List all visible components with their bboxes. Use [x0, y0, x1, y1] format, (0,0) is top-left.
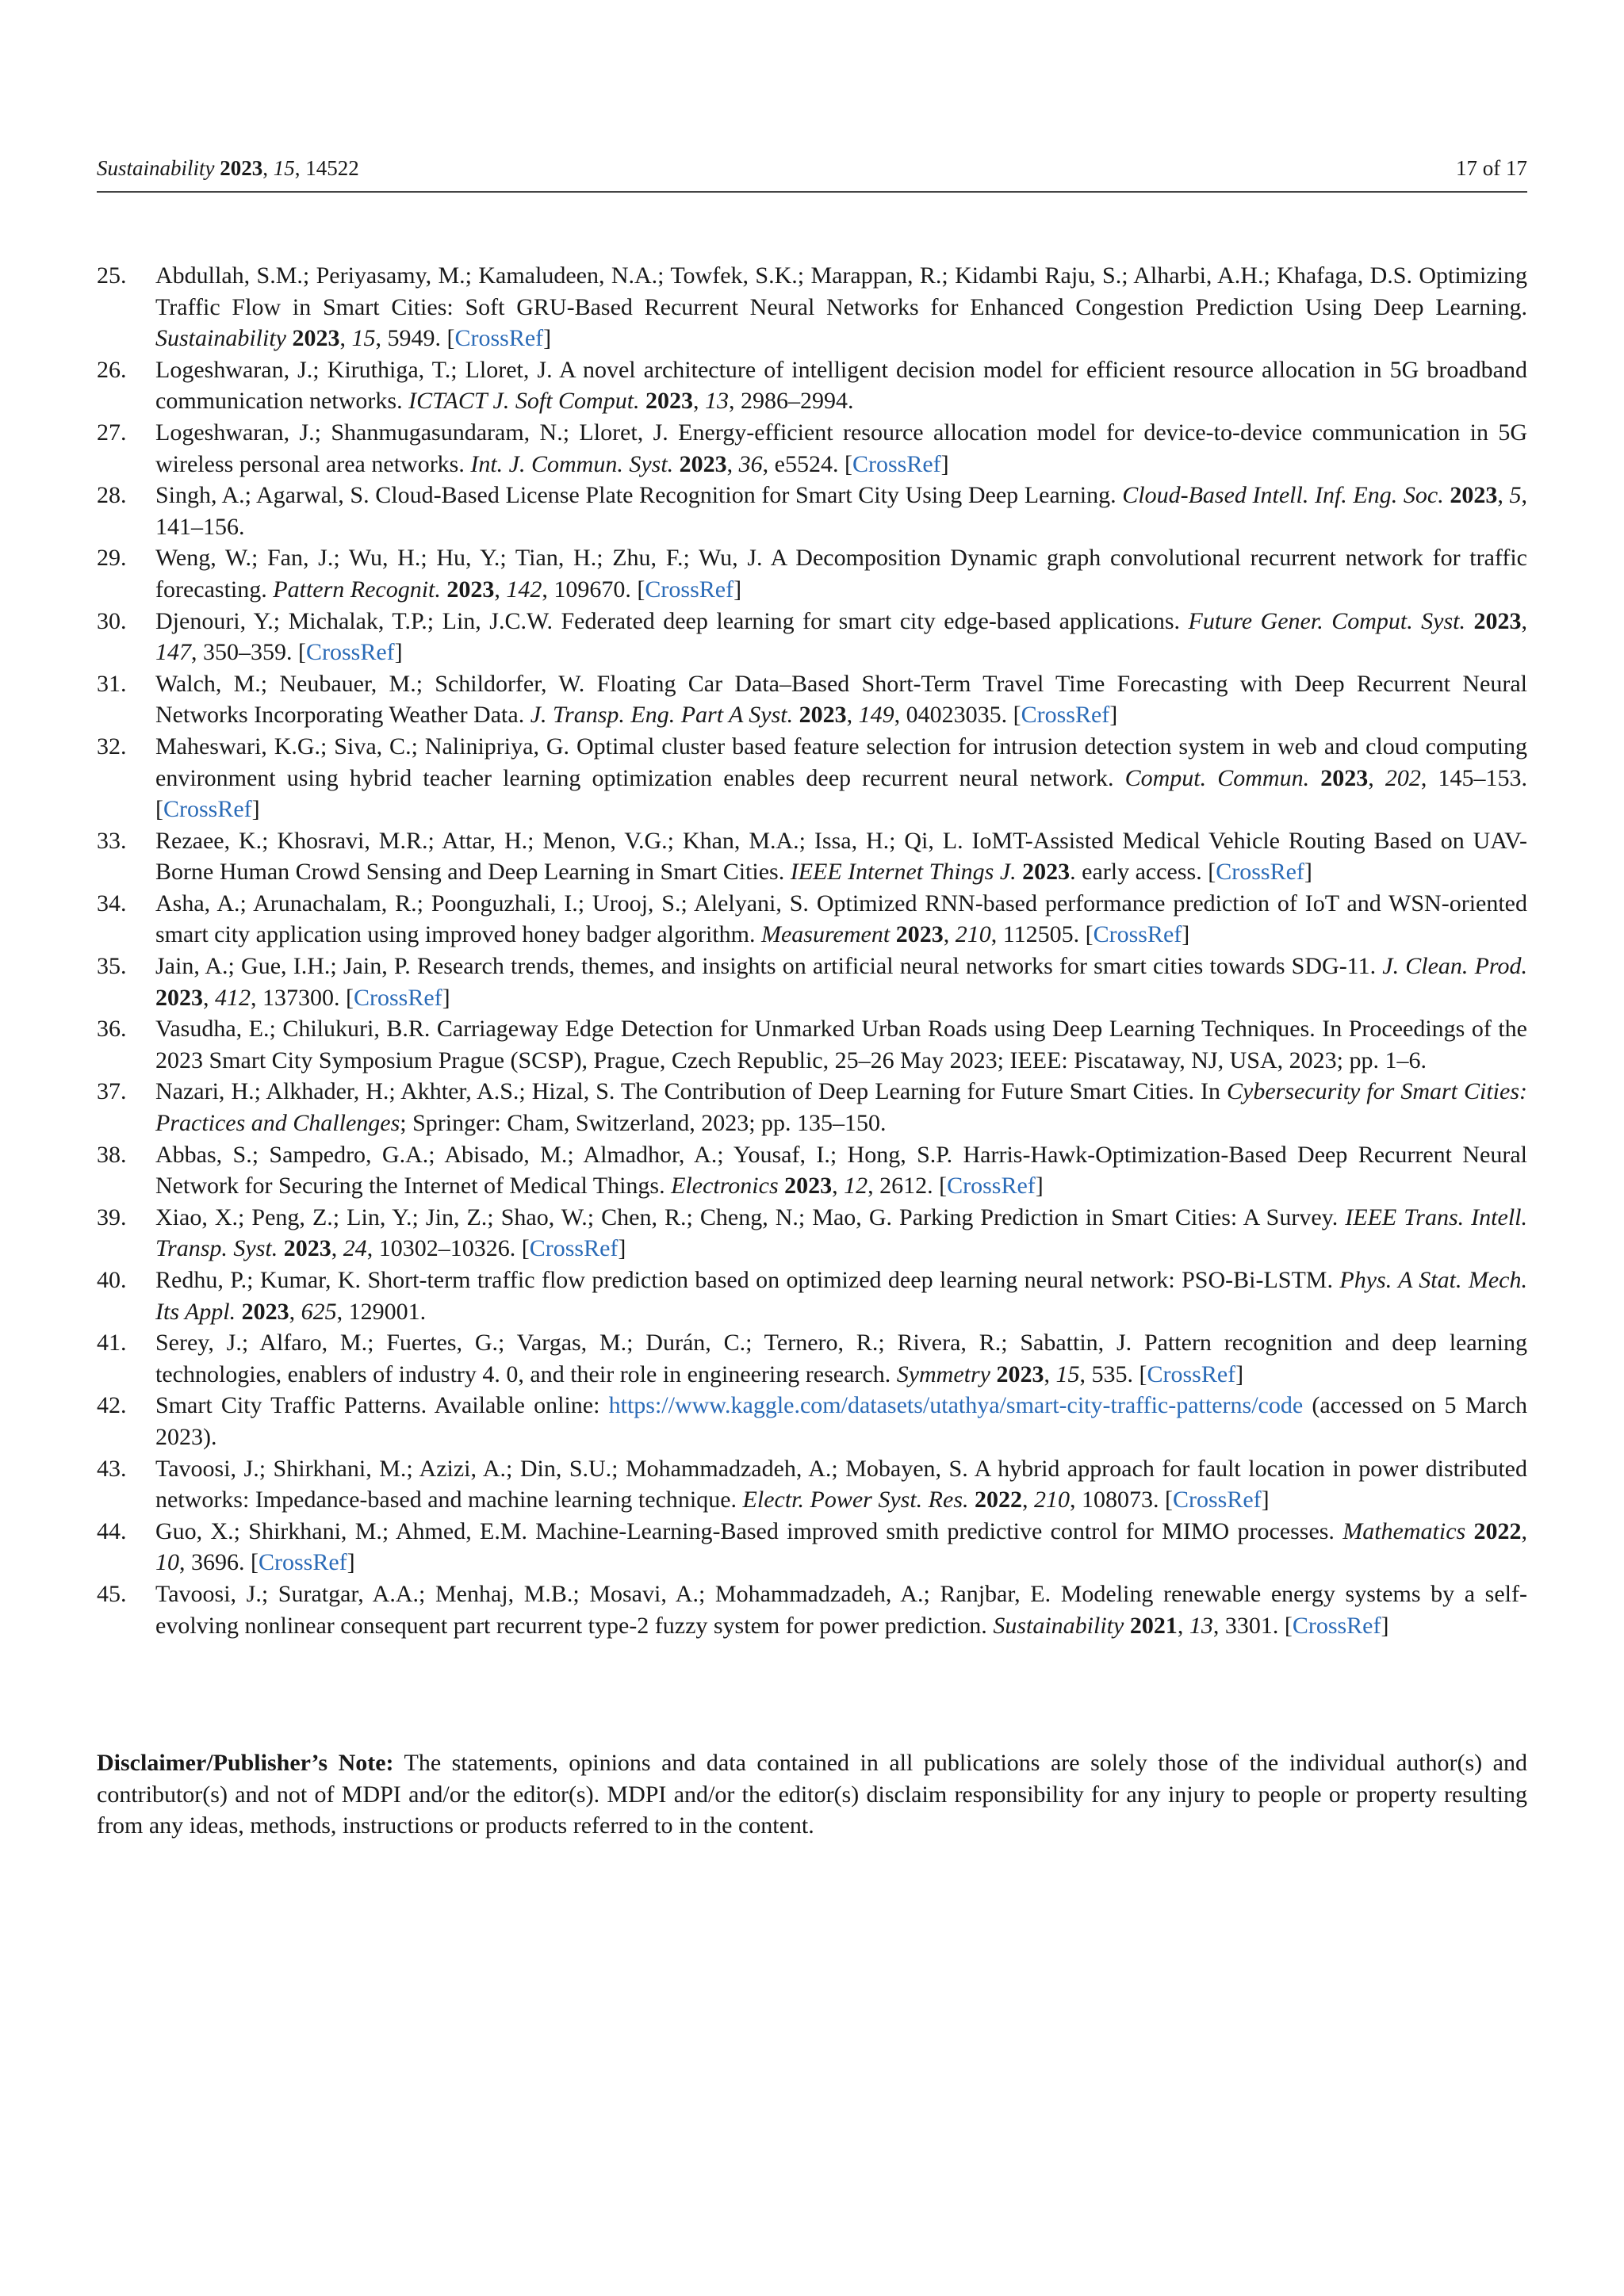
reference-number: 27.: [97, 419, 127, 446]
reference-year: 2023: [996, 1360, 1044, 1387]
reference-text: Guo, X.; Shirkhani, M.; Ahmed, E.M. Machine-Learning-Based improved smith predictive control for MIMO processes.: [155, 1517, 1343, 1544]
crossref-link[interactable]: CrossRef: [1216, 859, 1304, 886]
journal-citation: Sustainability 2023, 15, 14522: [97, 156, 359, 180]
reference-text: ,: [832, 1173, 845, 1200]
reference-year: 2023: [1022, 859, 1071, 886]
crossref-link[interactable]: CrossRef: [529, 1235, 619, 1262]
reference-item: [97, 542, 1527, 605]
reference-text: [640, 388, 646, 414]
reference-text: Asha, A.; Arunachalam, R.; Poonguzhali, I.; Urooj, S.; Alelyani, S. Optimized RNN-based performance prediction of IoT and WSN-oriented smart city application using improved honey badger algorithm.: [155, 890, 1527, 948]
reference-year: 2023: [679, 450, 727, 477]
reference-text: Redhu, P.; Kumar, K. Short-term traffic flow prediction based on optimized deep learning neural network: PSO-Bi-LSTM.: [155, 1267, 1340, 1293]
reference-year: 2023: [446, 576, 495, 603]
reference-italic: 210: [955, 921, 991, 948]
reference-italic: Cloud-Based Intell. Inf. Eng. Soc.: [1122, 482, 1444, 509]
reference-item: [97, 417, 1527, 480]
reference-number: 38.: [97, 1141, 127, 1168]
reference-text: ,: [289, 1298, 301, 1325]
reference-italic: 210: [1034, 1487, 1070, 1513]
reference-number: 39.: [97, 1203, 127, 1230]
reference-text: Logeshwaran, J.; Shanmugasundaram, N.; Lloret, J. Energy-efficient resource allocation model for device-to-device communication in 5G wireless personal area networks.: [155, 419, 1527, 477]
reference-text: ]: [940, 450, 949, 477]
reference-number: 26.: [97, 356, 127, 383]
reference-italic: 15: [1055, 1360, 1080, 1387]
reference-italic: IEEE Trans. Intell. Transp. Syst.: [155, 1203, 1527, 1262]
reference-item: [97, 951, 1527, 1013]
reference-url-link[interactable]: https://www.kaggle.com/datasets/utathya/smart-city-traffic-patterns/code: [608, 1392, 1304, 1419]
reference-text: ,: [693, 388, 706, 415]
reference-text: ]: [1235, 1360, 1244, 1387]
reference-text: , e5524. [: [762, 450, 852, 477]
reference-italic: Electronics: [671, 1173, 779, 1200]
reference-italic: 15: [351, 325, 376, 352]
reference-year: 2023: [283, 1235, 331, 1262]
reference-text: , 5949. [: [375, 325, 455, 352]
reference-text: ]: [251, 796, 260, 823]
reference-text: ,: [1497, 482, 1510, 509]
reference-number: 40.: [97, 1267, 127, 1293]
reference-number: 36.: [97, 1016, 127, 1043]
reference-year: 2023: [155, 984, 203, 1011]
reference-italic: 10: [155, 1549, 179, 1576]
reference-number: 43.: [97, 1455, 127, 1482]
crossref-link[interactable]: CrossRef: [645, 576, 734, 603]
reference-item: [97, 1327, 1527, 1390]
reference-year: 2023: [1320, 764, 1369, 791]
reference-number: 25.: [97, 262, 127, 289]
reference-text: Rezaee, K.; Khosravi, M.R.; Attar, H.; Menon, V.G.; Khan, M.A.; Issa, H.; Qi, L. IoMT-Assisted Medical Vehicle Routing Based on UAV-Borne Human Crowd Sensing and Deep Learning in Smart Cities.: [155, 827, 1527, 886]
crossref-link[interactable]: CrossRef: [852, 450, 941, 477]
reference-item: [97, 888, 1527, 951]
reference-text: ,: [1044, 1360, 1056, 1387]
reference-text: [236, 1299, 242, 1325]
reference-number: 30.: [97, 607, 127, 634]
reference-text: ]: [394, 639, 403, 666]
reference-text: ]: [543, 325, 552, 352]
reference-text: ,: [494, 576, 507, 603]
reference-italic: 142: [506, 576, 542, 603]
reference-text: Logeshwaran, J.; Kiruthiga, T.; Lloret, J. A novel architecture of intelligent decision model for efficient resource allocation in 5G broadband communication networks.: [155, 356, 1527, 415]
reference-italic: 202: [1385, 764, 1421, 791]
reference-text: , 535. [: [1079, 1360, 1147, 1387]
reference-year: 2023: [784, 1173, 833, 1200]
reference-number: 41.: [97, 1330, 127, 1357]
page-number: 17 of 17: [1456, 156, 1527, 180]
crossref-link[interactable]: CrossRef: [1021, 702, 1110, 729]
reference-text: ]: [1182, 921, 1190, 948]
reference-italic: Phys. A Stat. Mech. Its Appl.: [155, 1267, 1527, 1325]
reference-text: Djenouri, Y.; Michalak, T.P.; Lin, J.C.W. Federated deep learning for smart city edge-based applications.: [155, 607, 1189, 634]
reference-number: 29.: [97, 545, 127, 572]
reference-text: Maheswari, K.G.; Siva, C.; Nalinipriya, G. Optimal cluster based feature selection for intrusion detection system in web and cloud computing environment using hybrid teacher learning optimization enables deep recurrent neural network.: [155, 733, 1527, 791]
disclaimer: [97, 1747, 1527, 1842]
reference-item: [97, 354, 1527, 417]
reference-text: Serey, J.; Alfaro, M.; Fuertes, G.; Vargas, M.; Durán, C.; Ternero, R.; Rivera, R.; Sabattin, J. Pattern recognition and deep learning technologies, enablers of industry 4. 0, and their role in engineering research.: [155, 1330, 1527, 1387]
reference-item: [97, 480, 1527, 542]
crossref-link[interactable]: CrossRef: [306, 639, 395, 666]
reference-italic: 24: [343, 1235, 367, 1262]
crossref-link[interactable]: CrossRef: [1093, 921, 1182, 948]
reference-italic: 149: [858, 702, 894, 729]
reference-text: ,: [1177, 1612, 1189, 1639]
reference-text: Jain, A.; Gue, I.H.; Jain, P. Research trends, themes, and insights on artificial neural networks for smart cities towards SDG-11.: [155, 953, 1383, 980]
reference-italic: Cybersecurity for Smart Cities: Practices and Challenges: [155, 1078, 1527, 1137]
reference-text: ]: [442, 984, 450, 1011]
reference-italic: Mathematics: [1342, 1517, 1466, 1544]
reference-text: , 2986–2994.: [729, 388, 854, 415]
reference-year: 2023: [895, 921, 944, 948]
reference-item: [97, 731, 1527, 825]
reference-text: , 04023035. [: [894, 702, 1021, 729]
reference-text: Singh, A.; Agarwal, S. Cloud-Based License Plate Recognition for Smart City Using Deep Learning.: [155, 482, 1123, 509]
reference-text: [779, 1173, 785, 1199]
reference-text: , 350–359. [: [191, 639, 306, 666]
reference-year: 2023: [241, 1298, 289, 1325]
reference-year: 2022: [1473, 1517, 1522, 1544]
reference-italic: J. Clean. Prod.: [1382, 953, 1527, 980]
disclaimer-heading: Disclaimer/Publisher’s Note:: [97, 1750, 394, 1776]
reference-text: ,: [1521, 1517, 1528, 1544]
reference-text: [1124, 1613, 1130, 1639]
reference-text: ]: [1035, 1173, 1044, 1200]
reference-text: ]: [733, 576, 742, 603]
reference-text: ]: [1304, 859, 1312, 886]
crossref-link[interactable]: CrossRef: [454, 325, 544, 352]
reference-year: 2021: [1129, 1612, 1178, 1639]
crossref-link[interactable]: CrossRef: [1147, 1360, 1236, 1387]
reference-text: , 108073. [: [1070, 1487, 1173, 1513]
reference-text: [890, 921, 896, 947]
reference-number: 31.: [97, 670, 127, 697]
reference-text: ; Springer: Cham, Switzerland, 2023; pp. 135–150.: [400, 1110, 887, 1137]
reference-item: [97, 1390, 1527, 1452]
journal-year: 2023: [220, 156, 263, 180]
reference-item: [97, 668, 1527, 731]
reference-italic: Future Gener. Comput. Syst.: [1188, 607, 1466, 634]
reference-italic: Measurement: [761, 921, 891, 948]
reference-item: [97, 1139, 1527, 1202]
disclaimer-text: The statements, opinions and data contained in all publications are solely those of the individual author(s) and contributor(s) and not of MDPI and/or the editor(s). MDPI and/or the editor(s) disclaim responsibility for any injury to people or property resulting from any ideas, methods, instructions or products referred to in the content.: [97, 1750, 1527, 1839]
reference-text: [286, 325, 293, 351]
reference-item: [97, 1578, 1527, 1641]
reference-italic: 625: [301, 1298, 337, 1325]
reference-number: 28.: [97, 482, 127, 509]
reference-text: ,: [331, 1235, 343, 1262]
reference-text: . early access. [: [1070, 859, 1216, 886]
reference-year: 2022: [975, 1487, 1022, 1513]
reference-text: ]: [1381, 1612, 1389, 1639]
reference-text: ]: [1109, 702, 1118, 729]
reference-text: [1465, 1518, 1473, 1544]
reference-number: 42.: [97, 1392, 127, 1419]
crossref-link[interactable]: CrossRef: [163, 796, 252, 823]
reference-text: , 141–156.: [155, 482, 1527, 540]
reference-text: [1465, 608, 1473, 634]
reference-text: Abbas, S.; Sampedro, G.A.; Abisado, M.; Almadhor, A.; Yousaf, I.; Hong, S.P. Harris-Hawk-Optimization-Based Deep Recurrent Neural Network for Securing the Internet of Medical Things.: [155, 1141, 1527, 1200]
article-number: 14522: [305, 156, 359, 180]
reference-italic: Electr. Power Syst. Res.: [742, 1487, 969, 1513]
journal-name: Sustainability: [97, 156, 215, 180]
reference-text: Abdullah, S.M.; Periyasamy, M.; Kamaludeen, N.A.; Towfek, S.K.; Marappan, R.; Kidambi Raju, S.; Alharbi, A.H.; Khafaga, D.S. Optimizing Traffic Flow in Smart Cities: Soft GRU-Based Recurrent Neural Networks for Enhanced Congestion Prediction Using Deep Learning.: [155, 262, 1527, 320]
reference-text: ]: [347, 1549, 355, 1576]
reference-text: Walch, M.; Neubauer, M.; Schildorfer, W. Floating Car Data–Based Short-Term Travel Time Forecasting with Deep Recurrent Neural Networks Incorporating Weather Data.: [155, 670, 1527, 729]
reference-text: Tavoosi, J.; Shirkhani, M.; Azizi, A.; Din, S.U.; Mohammadzadeh, A.; Mobayen, S. A hybrid approach for fault location in power distributed networks: Impedance-based and machine learning technique.: [155, 1455, 1527, 1513]
reference-italic: Comput. Commun.: [1124, 764, 1310, 791]
reference-text: Smart City Traffic Patterns. Available online:: [155, 1392, 609, 1419]
reference-text: , 2612. [: [868, 1173, 948, 1200]
reference-text: Tavoosi, J.; Suratgar, A.A.; Menhaj, M.B.; Mosavi, A.; Mohammadzadeh, A.; Ranjbar, E. Modeling renewable energy systems by a self-evolving nonlinear consequent part recurrent type-2 fuzzy system for power prediction.: [155, 1580, 1527, 1639]
reference-text: , 145–153. [: [155, 764, 1528, 823]
reference-italic: Symmetry: [896, 1360, 990, 1387]
reference-list: [97, 260, 1527, 1641]
reference-text: , 3696. [: [179, 1549, 259, 1576]
reference-italic: J. Transp. Eng. Part A Syst.: [530, 702, 794, 729]
reference-italic: IEEE Internet Things J.: [790, 859, 1017, 886]
reference-text: , 137300. [: [251, 984, 354, 1011]
reference-text: [673, 451, 680, 477]
reference-number: 44.: [97, 1517, 127, 1544]
reference-text: [969, 1487, 975, 1513]
reference-italic: 412: [215, 984, 251, 1011]
reference-year: 2023: [292, 325, 340, 352]
reference-text: , 3301. [: [1212, 1612, 1293, 1639]
reference-italic: Sustainability: [155, 325, 286, 352]
reference-text: [278, 1235, 284, 1261]
reference-text: , 112505. [: [990, 921, 1094, 948]
reference-item: [97, 1265, 1527, 1327]
reference-item: [97, 606, 1527, 668]
reference-text: , 109670. [: [542, 576, 645, 603]
reference-text: , 10302–10326. [: [366, 1235, 530, 1262]
crossref-link[interactable]: CrossRef: [354, 984, 442, 1011]
header-rule: [97, 191, 1527, 193]
reference-text: ,: [203, 984, 215, 1011]
crossref-link[interactable]: CrossRef: [1173, 1487, 1262, 1513]
reference-italic: Int. J. Commun. Syst.: [470, 450, 674, 477]
reference-text: [1309, 765, 1320, 791]
reference-text: ,: [1521, 607, 1527, 634]
crossref-link[interactable]: CrossRef: [947, 1173, 1036, 1200]
reference-number: 45.: [97, 1580, 127, 1607]
reference-number: 35.: [97, 953, 127, 980]
reference-italic: 13: [705, 388, 730, 415]
reference-italic: 147: [155, 639, 191, 666]
reference-item: [97, 260, 1527, 354]
reference-item: [97, 1076, 1527, 1138]
reference-number: 33.: [97, 827, 127, 854]
reference-italic: 36: [738, 450, 763, 477]
reference-italic: 12: [844, 1173, 868, 1200]
reference-year: 2023: [1450, 482, 1498, 509]
reference-italic: Pattern Recognit.: [273, 576, 441, 603]
reference-text: Weng, W.; Fan, J.; Wu, H.; Hu, Y.; Tian, H.; Zhu, F.; Wu, J. A Decomposition Dynamic graph convolutional recurrent network for traffic forecasting.: [155, 545, 1527, 603]
reference-text: Xiao, X.; Peng, Z.; Lin, Y.; Jin, Z.; Shao, W.; Chen, R.; Cheng, N.; Mao, G. Parking Prediction in Smart Cities: A Survey.: [155, 1203, 1346, 1230]
reference-text: [793, 702, 799, 728]
reference-item: [97, 1453, 1527, 1516]
reference-text: ,: [943, 921, 956, 948]
reference-number: 32.: [97, 733, 127, 760]
reference-text: ,: [1022, 1487, 1034, 1513]
reference-text: ,: [1368, 764, 1385, 791]
reference-item: [97, 1202, 1527, 1265]
reference-italic: Sustainability: [993, 1612, 1124, 1639]
reference-italic: ICTACT J. Soft Comput.: [408, 388, 640, 415]
reference-year: 2023: [645, 388, 694, 415]
reference-number: 34.: [97, 890, 127, 916]
reference-text: ]: [1261, 1487, 1270, 1513]
reference-text: , 129001.: [336, 1298, 427, 1325]
page-header: [97, 151, 1527, 186]
reference-item: [97, 825, 1527, 888]
journal-volume: 15: [273, 156, 295, 180]
reference-text: ,: [339, 325, 352, 352]
reference-text: Nazari, H.; Alkhader, H.; Akhter, A.S.; Hizal, S. The Contribution of Deep Learning for Future Smart Cities. In: [155, 1078, 1227, 1105]
crossref-link[interactable]: CrossRef: [259, 1549, 347, 1576]
reference-text: ,: [846, 702, 859, 729]
reference-italic: 13: [1189, 1612, 1213, 1639]
reference-text: ,: [726, 450, 739, 477]
reference-year: 2023: [799, 702, 847, 729]
reference-text: Vasudha, E.; Chilukuri, B.R. Carriageway Edge Detection for Unmarked Urban Roads using Deep Learning Techniques. In Proceedings of the 2023 Smart City Symposium Prague (SCSP), Prague, Czech Republic, 25–26 May 2023; IEEE: Piscataway, NJ, USA, 2023; pp. 1–6.: [155, 1016, 1527, 1073]
reference-italic: 5: [1509, 482, 1522, 509]
reference-text: (accessed on 5 March 2023).: [155, 1392, 1528, 1450]
reference-year: 2023: [1473, 607, 1522, 634]
reference-text: ]: [618, 1235, 626, 1262]
reference-number: 37.: [97, 1078, 127, 1105]
crossref-link[interactable]: CrossRef: [1292, 1612, 1381, 1639]
reference-item: [97, 1013, 1527, 1076]
reference-item: [97, 1516, 1527, 1578]
